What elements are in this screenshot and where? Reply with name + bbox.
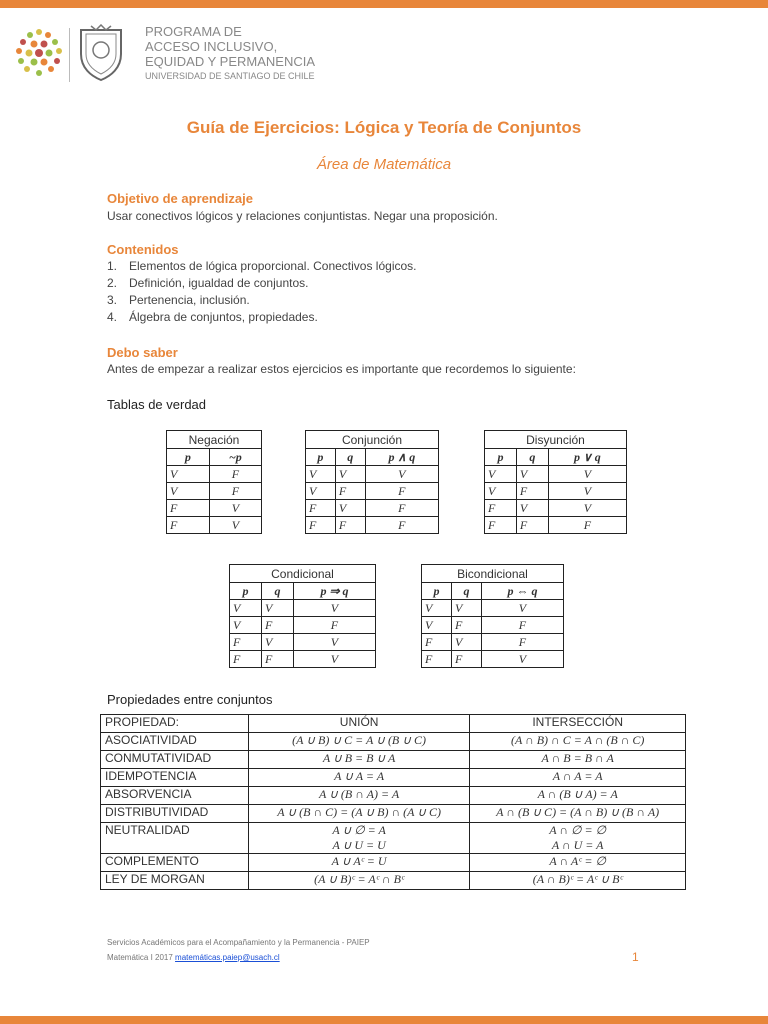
table-row: V F V <box>485 483 627 500</box>
table-row: COMPLEMENTO A ∪ Aᶜ = U A ∩ Aᶜ = ∅ <box>101 854 686 872</box>
table-caption: Bicondicional <box>422 565 564 583</box>
table-caption: Negación <box>167 431 262 449</box>
table-row: F V <box>167 517 262 534</box>
condicional-table: Condicional p q p ⇒ q V V V V F F F V V F F V <box>229 564 376 668</box>
university-shield-icon <box>76 24 126 82</box>
table-row: V V V <box>422 600 564 617</box>
org-line-3: EQUIDAD Y PERMANENCIA <box>145 54 316 69</box>
page-title: Guía de Ejercicios: Lógica y Teoría de Conjuntos <box>186 118 582 137</box>
table-row: F F V <box>230 651 376 668</box>
footer-line-2: Matemática I 2017 matemáticas.paiep@usach.cl <box>107 953 280 962</box>
footer-line-1: Servicios Académicos para el Acompañamiento y la Permanencia - PAIEP <box>107 938 370 947</box>
table-row: V F F <box>306 483 439 500</box>
contenidos-heading: Contenidos <box>107 242 179 257</box>
bicondicional-table: Bicondicional p q p ⇔ q V V V V F F F V F F F V <box>421 564 564 668</box>
disyuncion-table: Disyunción p q p ∨ q V V V V F V F V V F F F <box>484 430 627 534</box>
objetivo-text: Usar conectivos lógicos y relaciones conjuntistas. Negar una proposición. <box>107 209 498 223</box>
table-row: NEUTRALIDAD A ∪ ∅ = A A ∪ U = U A ∩ ∅ = ∅ A ∩ U = A <box>101 823 686 854</box>
bottom-accent-bar <box>0 1016 768 1024</box>
table-row: F V F <box>306 500 439 517</box>
table-row: F F F <box>485 517 627 534</box>
table-row: V V V <box>306 466 439 483</box>
page-number: 1 <box>632 950 639 964</box>
debo-saber-text: Antes de empezar a realizar estos ejercicios es importante que recordemos lo siguiente: <box>107 362 576 376</box>
table-row: F V F <box>422 634 564 651</box>
objetivo-heading: Objetivo de aprendizaje <box>107 191 253 206</box>
debo-saber-heading: Debo saber <box>107 345 178 360</box>
table-caption: Conjunción <box>306 431 439 449</box>
table-row: F V V <box>230 634 376 651</box>
list-item: 1. Elementos de lógica proporcional. Conectivos lógicos. <box>107 259 417 273</box>
email-link[interactable]: matemáticas.paiep@usach.cl <box>175 953 280 962</box>
table-row: LEY DE MORGAN (A ∪ B)ᶜ = Aᶜ ∩ Bᶜ (A ∩ B)ᶜ = Aᶜ ∪ Bᶜ <box>101 872 686 890</box>
conjuncion-table: Conjunción p q p ∧ q V V V V F F F V F F F F <box>305 430 439 534</box>
table-row: V F <box>167 466 262 483</box>
negacion-table: Negación p ~p V F V F F V F V <box>166 430 262 534</box>
org-line-2: ACCESO INCLUSIVO, <box>145 39 278 54</box>
table-caption: Disyunción <box>485 431 627 449</box>
table-row: F V <box>167 500 262 517</box>
tablas-heading: Tablas de verdad <box>107 397 207 412</box>
propiedades-heading: Propiedades entre conjuntos <box>107 692 273 707</box>
list-item: 4. Álgebra de conjuntos, propiedades. <box>107 310 318 324</box>
contenidos-list <box>107 258 417 326</box>
list-item: 2. Definición, igualdad de conjuntos. <box>107 276 309 290</box>
propiedades-table <box>100 714 686 890</box>
paiep-leaf-logo-icon <box>10 24 68 82</box>
table-row: V F F <box>230 617 376 634</box>
top-accent-bar <box>0 0 768 8</box>
university-name: UNIVERSIDAD DE SANTIAGO DE CHILE <box>145 71 315 81</box>
table-row: IDEMPOTENCIA A ∪ A = A A ∩ A = A <box>101 769 686 787</box>
page-subtitle: Área de Matemática <box>316 156 452 173</box>
table-row: ABSORVENCIA A ∪ (B ∩ A) = A A ∩ (B ∪ A) = A <box>101 787 686 805</box>
table-row: V F <box>167 483 262 500</box>
table-row: F F V <box>422 651 564 668</box>
table-row: V F F <box>422 617 564 634</box>
table-row: F F F <box>306 517 439 534</box>
table-row: CONMUTATIVIDAD A ∪ B = B ∪ A A ∩ B = B ∩ A <box>101 751 686 769</box>
table-header-row: PROPIEDAD: UNIÓN INTERSECCIÓN <box>101 715 686 733</box>
logo-divider <box>69 28 70 82</box>
table-caption: Condicional <box>230 565 376 583</box>
table-row: DISTRIBUTIVIDAD A ∪ (B ∩ C) = (A ∪ B) ∩ (A ∪ C) A ∩ (B ∪ C) = (A ∩ B) ∪ (B ∩ A) <box>101 805 686 823</box>
table-row: ASOCIATIVIDAD (A ∪ B) ∪ C = A ∪ (B ∪ C) (A ∩ B) ∩ C = A ∩ (B ∩ C) <box>101 733 686 751</box>
table-row: V V V <box>485 466 627 483</box>
org-name <box>145 24 315 83</box>
table-row: V V V <box>230 600 376 617</box>
list-item: 3. Pertenencia, inclusión. <box>107 293 250 307</box>
org-line-1: PROGRAMA DE <box>145 24 242 39</box>
table-row: F V V <box>485 500 627 517</box>
